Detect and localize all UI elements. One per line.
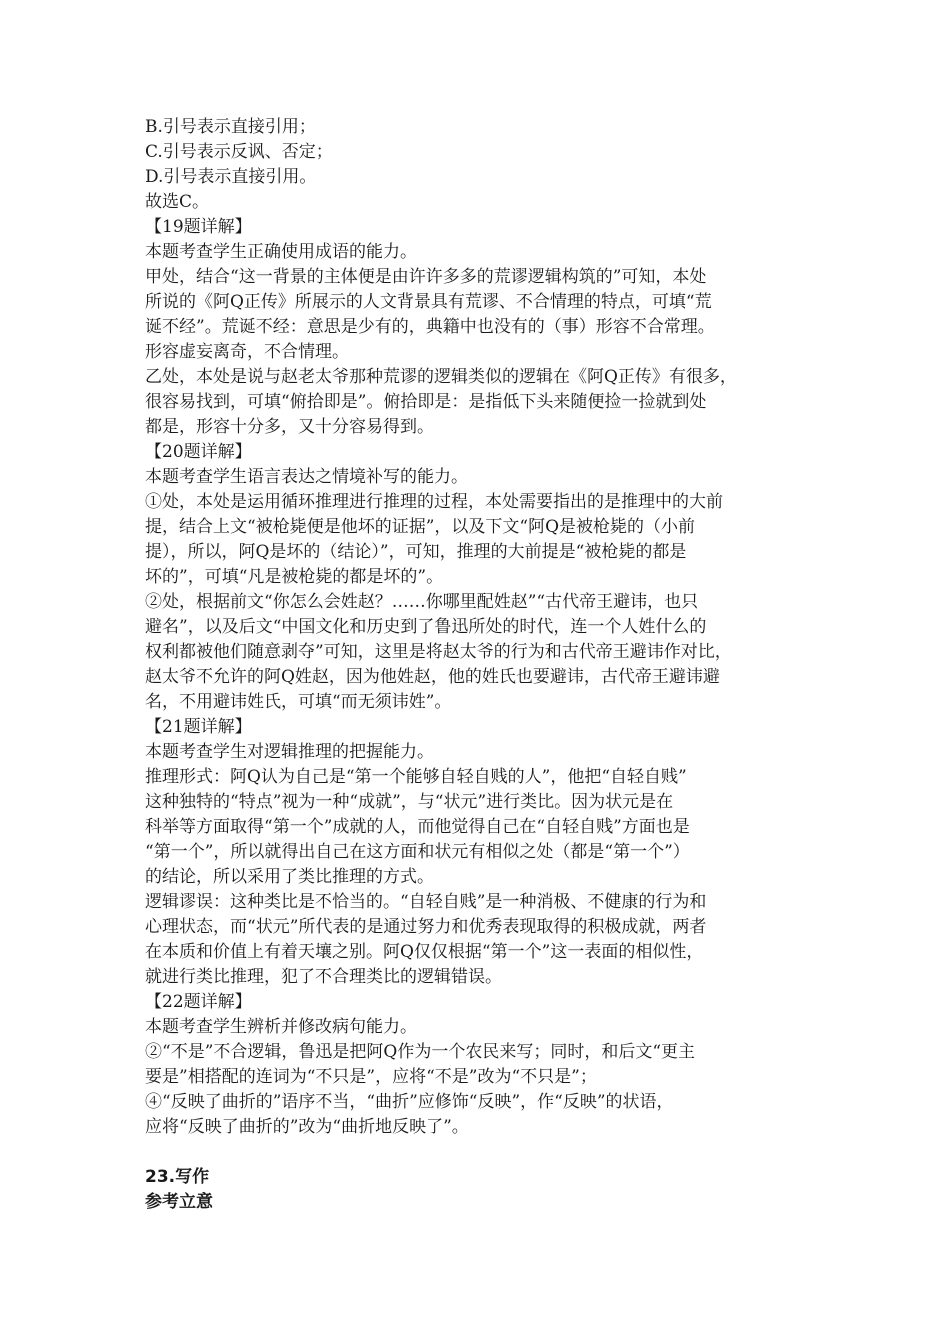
text-line: 本题考查学生语言表达之情境补写的能力。 <box>145 467 468 487</box>
text-line: 本题考查学生对逻辑推理的把握能力。 <box>145 742 434 762</box>
text-line: 在本质和价值上有着天壤之别。阿Q仅仅根据“第一个”这一表面的相似性， <box>145 942 704 962</box>
text-line: 坏的”，可填“凡是被枪毙的都是坏的”。 <box>145 567 444 587</box>
text-line: 赵太爷不允许的阿Q姓赵，因为他姓赵，他的姓氏也要避讳，古代帝王避讳避 <box>145 667 720 687</box>
text-line: 名，不用避讳姓氏，可填“而无须讳姓”。 <box>145 692 452 712</box>
text-line: 权利都被他们随意剥夺”可知，这里是将赵太爷的行为和古代帝王避讳作对比， <box>145 642 732 662</box>
text-line: ④“反映了曲折的”语序不当，“曲折”应修饰“反映”，作“反映”的状语， <box>145 1092 674 1112</box>
text-line: 提），所以，阿Q是坏的（结论）”，可知，推理的大前提是“被枪毙的都是 <box>145 542 687 562</box>
text-line: ①处，本处是运用循环推理进行推理的过程，本处需要指出的是推理中的大前 <box>145 492 723 512</box>
text-line: 【22题详解】 <box>145 992 252 1012</box>
text-line: ②“不是”不合逻辑，鲁迅是把阿Q作为一个农民来写；同时，和后文“更主 <box>145 1042 696 1062</box>
text-line: 乙处，本处是说与赵老太爷那种荒谬的逻辑类似的逻辑在《阿Q正传》有很多， <box>145 367 737 387</box>
text-line: 【20题详解】 <box>145 442 252 462</box>
text-line: “第一个”，所以就得出自己在这方面和状元有相似之处（都是“第一个”） <box>145 842 690 862</box>
text-line: 本题考查学生辨析并修改病句能力。 <box>145 1017 417 1037</box>
text-line: 形容虚妄离奇，不合情理。 <box>145 342 349 362</box>
text-line: 就进行类比推理，犯了不合理类比的逻辑错误。 <box>145 967 502 987</box>
text-line: 都是，形容十分多，又十分容易得到。 <box>145 417 434 437</box>
text-line: 心理状态，而“状元”所代表的是通过努力和优秀表现取得的积极成就，两者 <box>145 917 707 937</box>
blank-line <box>145 1140 835 1165</box>
text-line: 本题考查学生正确使用成语的能力。 <box>145 242 417 262</box>
text-line: 应将“反映了曲折的”改为“曲折地反映了”。 <box>145 1117 469 1137</box>
text-line: B.引号表示直接引用； <box>145 117 316 137</box>
text-line: 推理形式：阿Q认为自己是“第一个能够自轻自贱的人”，他把“自轻自贱” <box>145 767 687 787</box>
text-line: 要是”相搭配的连词为“不只是”，应将“不是”改为“不只是”； <box>145 1067 597 1087</box>
text-line: ②处，根据前文“你怎么会姓赵？……你哪里配姓赵”“古代帝王避讳，也只 <box>145 592 699 612</box>
text-line: 故选C。 <box>145 192 210 212</box>
text-line: 所说的《阿Q正传》所展示的人文背景具有荒谬、不合情理的特点，可填“荒 <box>145 292 712 312</box>
text-line: 诞不经”。荒诞不经：意思是少有的，典籍中也没有的（事）形容不合常理。 <box>145 317 715 337</box>
text-line: 【21题详解】 <box>145 717 252 737</box>
text-line: 【19题详解】 <box>145 217 252 237</box>
text-line: 这种独特的“特点”视为一种“成就”，与“状元”进行类比。因为状元是在 <box>145 792 674 812</box>
text-line: C.引号表示反讽、否定； <box>145 142 333 162</box>
text-line: 提，结合上文“被枪毙便是他坏的证据”，以及下文“阿Q是被枪毙的（小前 <box>145 517 696 537</box>
section-title: 23.写作 <box>145 1167 210 1187</box>
section-subtitle: 参考立意 <box>145 1192 213 1212</box>
document-page <box>145 115 835 1215</box>
answer-explanations <box>145 115 835 1140</box>
text-line: 的结论，所以采用了类比推理的方式。 <box>145 867 434 887</box>
text-line: 逻辑谬误：这种类比是不恰当的。“自轻自贱”是一种消极、不健康的行为和 <box>145 892 707 912</box>
text-line: 甲处，结合“这一背景的主体便是由许许多多的荒谬逻辑构筑的”可知，本处 <box>145 267 707 287</box>
text-line: 避名”，以及后文“中国文化和历史到了鲁迅所处的时代，连一个人姓什么的 <box>145 617 707 637</box>
text-line: 很容易找到，可填“俯拾即是”。俯拾即是：是指低下头来随便捡一捡就到处 <box>145 392 707 412</box>
text-line: 科举等方面取得“第一个”成就的人，而他觉得自己在“自轻自贱”方面也是 <box>145 817 690 837</box>
text-line: D.引号表示直接引用。 <box>145 167 317 187</box>
